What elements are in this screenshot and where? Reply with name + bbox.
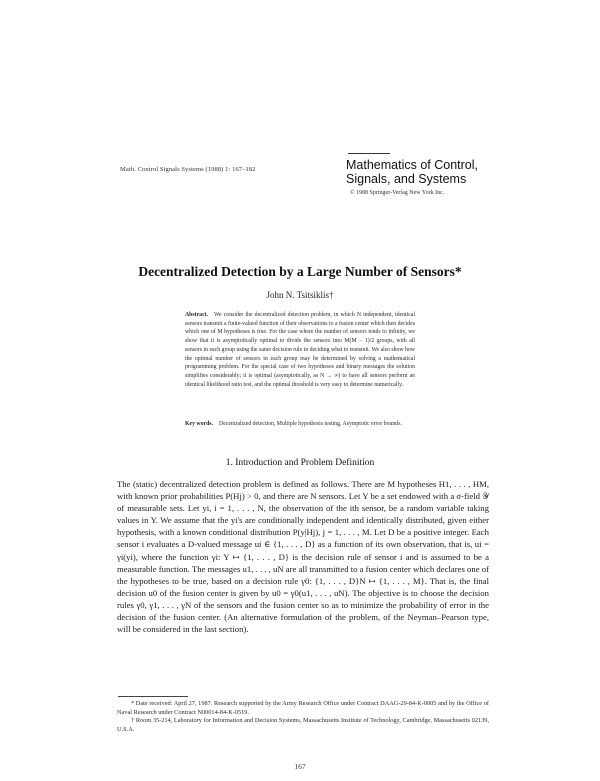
abstract-label: Abstract.: [185, 312, 209, 318]
footnotes: [117, 700, 489, 734]
paper-author: John N. Tsitsiklis†: [266, 290, 334, 300]
abstract: [185, 311, 415, 389]
journal-name-line1: Mathematics of Control,: [346, 158, 478, 172]
footnote-affiliation: † Room 35-214, Laboratory for Information and Decision Systems, Massachusetts Institute of Technology, Cambridge, Massachusetts 02139, U.S.A.: [117, 717, 489, 733]
section-heading: 1. Introduction and Problem Definition: [225, 458, 375, 468]
journal-rule: [348, 153, 390, 154]
keywords-text: Decentralized detection, Multiple hypothesis testing, Asymptotic error bounds.: [219, 421, 402, 427]
keywords-label: Key words.: [185, 421, 214, 427]
body-text: [117, 478, 489, 635]
body-paragraph: The (static) decentralized detection problem is defined as follows. There are M hypotheses H1, . . . , HM, with known prior probabilities P(Hj) > 0, and there are N sensors. Let Y be a set endowed with a σ-field 𝒴 of measurable sets. Let yi, i = 1, . . . , N, the observation of the ith sensor, be a random variable taking values in Y. We assume that the yi's are conditionally independent and identically distributed, given either hypothesis, with a known conditional distribution P(y|Hj), j = 1, . . . , M. Let D be a positive integer. Each sensor i evaluates a D-valued message ui ∈ {1, . . . , D} as a function of its own observation, that is, ui = γi(yi), where the function γi: Y ↦ {1, . . . , D} is the decision rule of sensor i and is assumed to be a measurable function. The messages u1, . . . , uN are all transmitted to a fusion center which declares one of the hypotheses to be true, based on a decision rule γ0: {1, . . . , D}N ↦ {1, . . . , M}. That is, the final decision u0 of the fusion center is given by u0 = γ0(u1, . . . , uN). The objective is to choose the decision rules γ0, γ1, . . . , γN of the sensors and the fusion center so as to minimize the probability of error in the decision of the fusion center. (An alternative formulation of the problem, of the Neyman–Pearson type, will be considered in the last section).: [117, 479, 489, 635]
footnote-received: * Date received: April 27, 1987. Research supported by the Army Research Office under Contract DAAG-29-84-K-0005 and by the Office of Naval Research under Contract N00014-84-K-0519.: [117, 700, 489, 716]
page-number: 167: [294, 762, 306, 771]
keywords: [185, 420, 415, 429]
paper-title: Decentralized Detection by a Large Number of Sensors*: [138, 264, 462, 279]
journal-name-line2: Signals, and Systems: [346, 172, 467, 186]
journal-citation: Math. Control Signals Systems (1988) 1: 167–182: [120, 166, 256, 173]
footnote-rule: [118, 696, 188, 697]
copyright-notice: © 1988 Springer-Verlag New York Inc.: [350, 190, 445, 196]
abstract-text: We consider the decentralized detection problem, in which N independent, identical sensors transmit a finite-valued function of their observations to a fusion center which then decides which one of M hypotheses is true. For the case where the number of sensors tends to infinity, we show that it is asymptotically optimal to divide the sensors into M(M − 1)/2 groups, with all sensors in each group using the same decision rule in deciding what to transmit. We also show how the optimal number of sensors in each group may be determined by solving a mathematical programming problem. For the special case of two hypotheses and binary messages the solution simplifies considerably; it is optimal (asymptotically, as N → ∞) to have all sensors perform an identical likelihood ratio test, and the optimal threshold is very easy to determine numerically.: [185, 312, 415, 388]
journal-name: [346, 158, 506, 186]
